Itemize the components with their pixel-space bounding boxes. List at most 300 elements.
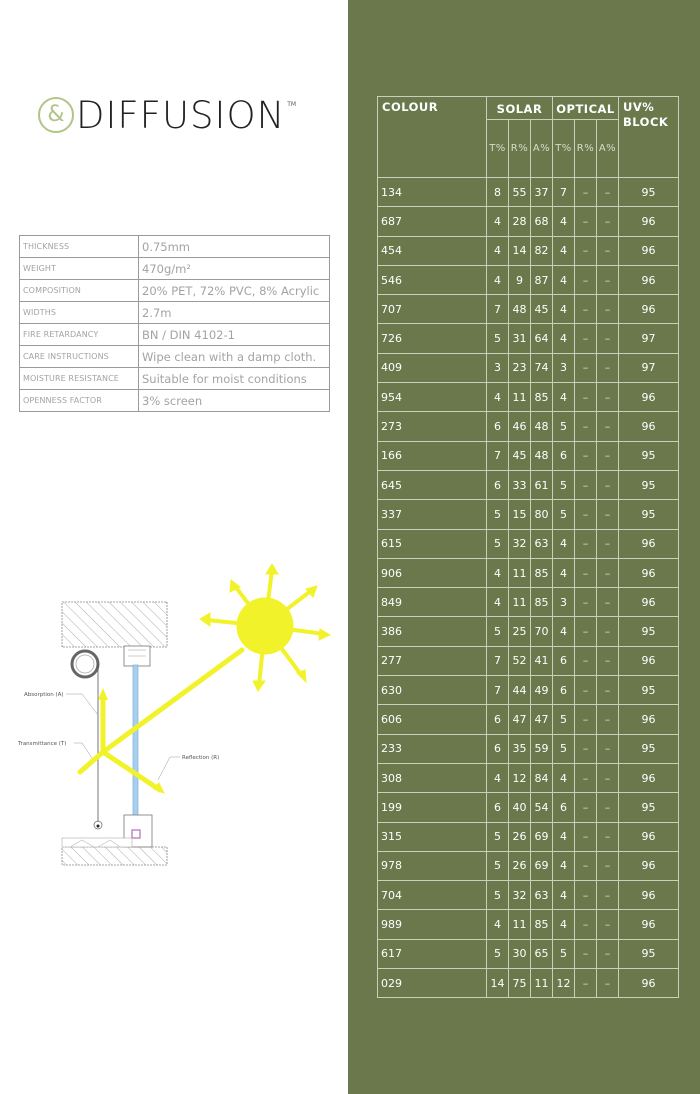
spec-row (20, 236, 330, 258)
table-cell: – (575, 705, 597, 734)
table-cell: 80 (531, 500, 553, 529)
table-cell: 97 (619, 324, 679, 353)
table-row (378, 412, 679, 441)
light-rays (80, 650, 242, 794)
table-cell: – (597, 851, 619, 880)
table-cell: 95 (619, 617, 679, 646)
table-cell: 4 (487, 588, 509, 617)
table-cell: – (597, 500, 619, 529)
table-cell: 85 (531, 383, 553, 412)
table-cell: 85 (531, 558, 553, 587)
table-cell: 6 (487, 412, 509, 441)
subheader-optical: T% (553, 120, 575, 178)
table-cell: 96 (619, 236, 679, 265)
table-cell: – (575, 324, 597, 353)
colour-code: 687 (378, 207, 487, 236)
table-cell: – (597, 939, 619, 968)
table-cell: 48 (531, 412, 553, 441)
table-cell: 96 (619, 822, 679, 851)
table-cell: 12 (509, 763, 531, 792)
colour-code: 617 (378, 939, 487, 968)
spec-value: 470g/m² (139, 258, 330, 280)
table-cell: 52 (509, 646, 531, 675)
spec-value: Wipe clean with a damp cloth. (139, 346, 330, 368)
table-cell: 4 (553, 558, 575, 587)
table-cell: – (575, 383, 597, 412)
colour-code: 606 (378, 705, 487, 734)
table-cell: – (597, 881, 619, 910)
spec-value: 20% PET, 72% PVC, 8% Acrylic (139, 280, 330, 302)
table-cell: 96 (619, 383, 679, 412)
table-row (378, 383, 679, 412)
table-cell: 14 (509, 236, 531, 265)
table-cell: 97 (619, 353, 679, 382)
colour-code: 454 (378, 236, 487, 265)
spec-label: THICKNESS (20, 236, 139, 258)
table-cell: 6 (553, 676, 575, 705)
table-row (378, 236, 679, 265)
header-optical: OPTICAL (553, 97, 619, 120)
table-cell: 4 (553, 265, 575, 294)
table-cell: 96 (619, 705, 679, 734)
table-cell: – (597, 295, 619, 324)
table-cell: 5 (487, 529, 509, 558)
table-cell: 41 (531, 646, 553, 675)
brand-logo (38, 93, 296, 137)
table-cell: – (597, 734, 619, 763)
table-cell: – (597, 558, 619, 587)
table-cell: 96 (619, 588, 679, 617)
table-cell: – (575, 588, 597, 617)
table-cell: 95 (619, 470, 679, 499)
table-row (378, 881, 679, 910)
colour-code: 630 (378, 676, 487, 705)
table-cell: 95 (619, 734, 679, 763)
table-cell: 6 (487, 793, 509, 822)
table-cell: 4 (487, 763, 509, 792)
table-cell: – (597, 470, 619, 499)
spec-label: WEIGHT (20, 258, 139, 280)
table-cell: 5 (553, 470, 575, 499)
colour-code: 989 (378, 910, 487, 939)
table-cell: – (575, 265, 597, 294)
table-cell: 46 (509, 412, 531, 441)
table-row (378, 470, 679, 499)
table-cell: 6 (553, 793, 575, 822)
colour-code: 315 (378, 822, 487, 851)
table-cell: 96 (619, 558, 679, 587)
table-cell: – (597, 969, 619, 998)
table-cell: 26 (509, 851, 531, 880)
sun-icon (200, 564, 330, 691)
table-cell: – (597, 793, 619, 822)
performance-table (377, 96, 679, 998)
colour-code: 308 (378, 763, 487, 792)
spec-row (20, 324, 330, 346)
subheader-solar: T% (487, 120, 509, 178)
colour-code: 615 (378, 529, 487, 558)
table-cell: 6 (487, 734, 509, 763)
table-cell: 32 (509, 881, 531, 910)
table-cell: – (575, 881, 597, 910)
colour-code: 954 (378, 383, 487, 412)
table-cell: 7 (487, 646, 509, 675)
table-cell: 30 (509, 939, 531, 968)
header-uv-line1: UV% (623, 100, 655, 114)
table-cell: 63 (531, 529, 553, 558)
table-cell: 6 (553, 646, 575, 675)
table-cell: 5 (553, 939, 575, 968)
glass-pane (133, 665, 138, 820)
table-row (378, 939, 679, 968)
table-cell: – (575, 470, 597, 499)
table-cell: 4 (487, 910, 509, 939)
table-row (378, 763, 679, 792)
table-cell: 59 (531, 734, 553, 763)
table-cell: 23 (509, 353, 531, 382)
table-cell: 15 (509, 500, 531, 529)
table-cell: 7 (553, 178, 575, 207)
table-cell: 65 (531, 939, 553, 968)
table-cell: – (575, 793, 597, 822)
table-cell: – (597, 178, 619, 207)
table-cell: – (575, 353, 597, 382)
table-cell: 96 (619, 529, 679, 558)
table-cell: 14 (487, 969, 509, 998)
table-cell: – (575, 646, 597, 675)
subheader-optical: A% (597, 120, 619, 178)
table-cell: – (597, 617, 619, 646)
colour-code: 726 (378, 324, 487, 353)
table-cell: 6 (553, 441, 575, 470)
table-cell: 4 (553, 236, 575, 265)
table-cell: – (575, 617, 597, 646)
table-cell: – (575, 851, 597, 880)
table-row (378, 500, 679, 529)
logo-trademark: TM (287, 101, 297, 108)
spec-value: 0.75mm (139, 236, 330, 258)
table-row (378, 676, 679, 705)
spec-value: 2.7m (139, 302, 330, 324)
table-cell: 4 (553, 295, 575, 324)
table-cell: 54 (531, 793, 553, 822)
table-cell: 33 (509, 470, 531, 499)
table-cell: 5 (487, 851, 509, 880)
table-cell: 69 (531, 822, 553, 851)
subheader-optical: R% (575, 120, 597, 178)
table-cell: 96 (619, 412, 679, 441)
table-cell: 4 (553, 881, 575, 910)
table-cell: 4 (487, 236, 509, 265)
table-cell: – (575, 441, 597, 470)
header-colour: COLOUR (378, 97, 487, 178)
logo-ampersand-icon: & (38, 97, 74, 133)
table-row (378, 207, 679, 236)
table-cell: 35 (509, 734, 531, 763)
table-cell: – (597, 207, 619, 236)
table-cell: 82 (531, 236, 553, 265)
table-cell: – (597, 441, 619, 470)
table-cell: 96 (619, 265, 679, 294)
table-row (378, 910, 679, 939)
table-row (378, 822, 679, 851)
table-cell: 55 (509, 178, 531, 207)
header-uv-line2: BLOCK (623, 115, 669, 129)
colour-code: 409 (378, 353, 487, 382)
table-cell: – (575, 676, 597, 705)
spec-row (20, 346, 330, 368)
table-cell: 8 (487, 178, 509, 207)
table-cell: 49 (531, 676, 553, 705)
table-cell: 85 (531, 588, 553, 617)
table-cell: 95 (619, 793, 679, 822)
table-cell: 4 (487, 265, 509, 294)
table-row (378, 851, 679, 880)
table-cell: 37 (531, 178, 553, 207)
table-row (378, 265, 679, 294)
spec-label: CARE INSTRUCTIONS (20, 346, 139, 368)
table-cell: 45 (509, 441, 531, 470)
table-cell: – (597, 412, 619, 441)
svg-text:Transmittance (T): Transmittance (T) (18, 741, 67, 747)
table-cell: 4 (553, 822, 575, 851)
table-cell: 3 (487, 353, 509, 382)
table-cell: 32 (509, 529, 531, 558)
table-cell: 25 (509, 617, 531, 646)
table-cell: 4 (487, 207, 509, 236)
svg-text:Absorption (A): Absorption (A) (24, 692, 64, 698)
spec-label: FIRE RETARDANCY (20, 324, 139, 346)
table-cell: 74 (531, 353, 553, 382)
table-row (378, 705, 679, 734)
table-cell: 96 (619, 646, 679, 675)
spec-row (20, 368, 330, 390)
table-cell: – (597, 676, 619, 705)
table-cell: 6 (487, 470, 509, 499)
table-cell: 96 (619, 851, 679, 880)
colour-code: 386 (378, 617, 487, 646)
table-cell: 11 (509, 558, 531, 587)
table-cell: 4 (487, 558, 509, 587)
spec-value: BN / DIN 4102-1 (139, 324, 330, 346)
colour-code: 134 (378, 178, 487, 207)
table-row (378, 178, 679, 207)
table-cell: – (597, 353, 619, 382)
subheader-solar: R% (509, 120, 531, 178)
table-cell: – (597, 383, 619, 412)
colour-code: 849 (378, 588, 487, 617)
table-cell: 4 (553, 383, 575, 412)
table-cell: 96 (619, 910, 679, 939)
table-cell: – (597, 763, 619, 792)
table-cell: 61 (531, 470, 553, 499)
header-solar: SOLAR (487, 97, 553, 120)
table-cell: 4 (553, 324, 575, 353)
table-cell: 96 (619, 295, 679, 324)
colour-code: 645 (378, 470, 487, 499)
table-cell: 48 (509, 295, 531, 324)
table-cell: – (575, 822, 597, 851)
spec-label: WIDTHS (20, 302, 139, 324)
table-cell: 5 (487, 500, 509, 529)
header-uv-block (619, 97, 679, 178)
table-cell: 5 (553, 412, 575, 441)
table-cell: 4 (553, 763, 575, 792)
table-row (378, 558, 679, 587)
table-cell: 69 (531, 851, 553, 880)
colour-code: 704 (378, 881, 487, 910)
label-transmittance (17, 741, 92, 758)
table-cell: – (597, 324, 619, 353)
table-cell: 95 (619, 441, 679, 470)
table-cell: 4 (553, 617, 575, 646)
table-cell: 70 (531, 617, 553, 646)
table-cell: – (597, 588, 619, 617)
table-cell: 3 (553, 588, 575, 617)
table-cell: 7 (487, 441, 509, 470)
table-cell: – (575, 236, 597, 265)
table-cell: 63 (531, 881, 553, 910)
table-row (378, 441, 679, 470)
label-reflection (158, 755, 219, 780)
table-cell: 4 (553, 910, 575, 939)
table-cell: 96 (619, 763, 679, 792)
table-cell: – (597, 705, 619, 734)
table-row (378, 295, 679, 324)
table-row (378, 324, 679, 353)
table-cell: – (575, 295, 597, 324)
colour-code: 166 (378, 441, 487, 470)
spec-value: 3% screen (139, 390, 330, 412)
table-cell: 5 (553, 500, 575, 529)
colour-code: 978 (378, 851, 487, 880)
table-cell: 96 (619, 207, 679, 236)
table-row (378, 969, 679, 998)
spec-row (20, 280, 330, 302)
table-cell: – (575, 178, 597, 207)
colour-code: 233 (378, 734, 487, 763)
table-cell: 95 (619, 178, 679, 207)
table-row (378, 793, 679, 822)
spec-label: COMPOSITION (20, 280, 139, 302)
left-panel (0, 0, 348, 1094)
table-cell: – (597, 529, 619, 558)
table-cell: 26 (509, 822, 531, 851)
table-cell: 48 (531, 441, 553, 470)
table-cell: 95 (619, 676, 679, 705)
table-cell: 9 (509, 265, 531, 294)
table-cell: 44 (509, 676, 531, 705)
table-cell: 85 (531, 910, 553, 939)
svg-text:Reflection (R): Reflection (R) (182, 755, 220, 761)
table-cell: 11 (509, 383, 531, 412)
table-row (378, 646, 679, 675)
table-cell: – (575, 412, 597, 441)
table-cell: – (575, 910, 597, 939)
table-cell: – (575, 207, 597, 236)
table-row (378, 588, 679, 617)
table-cell: 7 (487, 676, 509, 705)
colour-code: 337 (378, 500, 487, 529)
table-cell: 96 (619, 881, 679, 910)
table-cell: 28 (509, 207, 531, 236)
colour-code: 199 (378, 793, 487, 822)
table-cell: 4 (553, 207, 575, 236)
table-cell: – (597, 236, 619, 265)
spec-label: MOISTURE RESISTANCE (20, 368, 139, 390)
table-row (378, 529, 679, 558)
table-cell: 3 (553, 353, 575, 382)
table-cell: 64 (531, 324, 553, 353)
table-cell: – (575, 500, 597, 529)
table-cell: – (597, 910, 619, 939)
table-cell: 75 (509, 969, 531, 998)
label-absorption (24, 692, 98, 715)
table-cell: 4 (553, 851, 575, 880)
colour-code: 707 (378, 295, 487, 324)
table-cell: 45 (531, 295, 553, 324)
spec-row (20, 302, 330, 324)
table-cell: 5 (487, 939, 509, 968)
table-cell: 5 (553, 705, 575, 734)
table-cell: 5 (487, 617, 509, 646)
spec-value: Suitable for moist conditions (139, 368, 330, 390)
table-cell: 11 (509, 910, 531, 939)
light-diagram (10, 560, 340, 870)
table-cell: – (575, 529, 597, 558)
table-cell: – (575, 763, 597, 792)
table-cell: 95 (619, 500, 679, 529)
table-cell: 31 (509, 324, 531, 353)
table-cell: – (597, 265, 619, 294)
table-cell: 4 (553, 529, 575, 558)
table-cell: 6 (487, 705, 509, 734)
table-cell: 84 (531, 763, 553, 792)
table-cell: 87 (531, 265, 553, 294)
logo-wordmark: DIFFUSION (76, 93, 286, 137)
table-cell: 47 (531, 705, 553, 734)
wall-top (62, 602, 167, 647)
table-cell: 47 (509, 705, 531, 734)
spec-row (20, 258, 330, 280)
table-cell: 5 (487, 324, 509, 353)
colour-code: 273 (378, 412, 487, 441)
table-row (378, 734, 679, 763)
table-row (378, 617, 679, 646)
table-cell: – (575, 969, 597, 998)
spec-table (19, 235, 330, 412)
table-cell: – (575, 734, 597, 763)
spec-label: OPENNESS FACTOR (20, 390, 139, 412)
table-cell: 12 (553, 969, 575, 998)
table-cell: 7 (487, 295, 509, 324)
table-cell: 96 (619, 969, 679, 998)
table-cell: – (597, 822, 619, 851)
colour-code: 546 (378, 265, 487, 294)
colour-code: 906 (378, 558, 487, 587)
table-cell: 5 (487, 881, 509, 910)
subheader-solar: A% (531, 120, 553, 178)
table-cell: 11 (531, 969, 553, 998)
table-cell: 5 (487, 822, 509, 851)
spec-row (20, 390, 330, 412)
table-cell: – (575, 558, 597, 587)
table-cell: – (575, 939, 597, 968)
table-cell: 11 (509, 588, 531, 617)
table-cell: 68 (531, 207, 553, 236)
table-row (378, 353, 679, 382)
table-cell: – (597, 646, 619, 675)
